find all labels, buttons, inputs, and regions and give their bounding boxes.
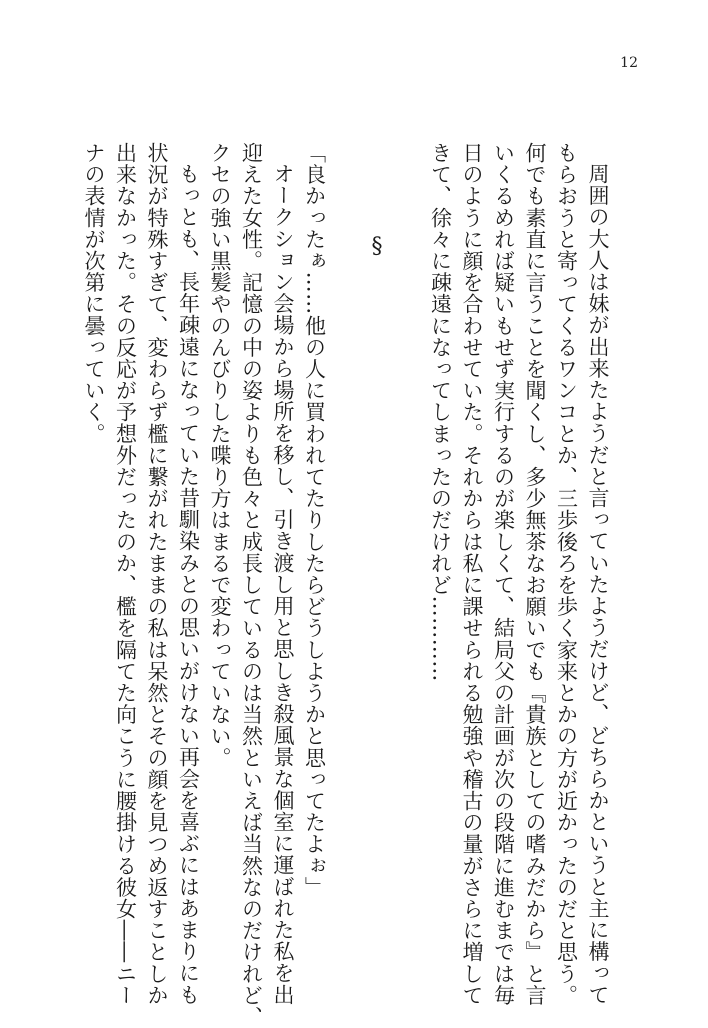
text-line-12: 状況が特殊すぎて、変わらず檻に繋がれたままの私は呆然とその顔を見つめ返すことしか [145,142,169,1006]
blank-line [330,142,362,942]
text-line-1: 周囲の大人は妹が出来たようだと言っていたようだけど、どちらかというと主に構って [586,163,610,1006]
blank-line [393,142,425,942]
text-line-11: もっとも、長年疎遠になっていた昔馴染みとの思いがけない再会を喜ぶにはあまりにも [176,163,201,1006]
text-line-3: 何でも素直に言うことを聞くし、多少無茶なお願いでも『貴族としての嗜みだから』と言 [523,142,547,1006]
dialogue-line: 「良かったぁ……他の人に買われてたりしたらどうしようかと思ってたよぉ」 [302,142,327,898]
text-line-13: 出来なかった。その反応が予想外だったのか、檻を隔てた向こうに腰掛ける彼女――ニー [113,142,138,1006]
text-line-2: もらおうと寄ってくるワンコとか、三歩後ろを歩く家来とかの方が近かったのだと思う。 [554,142,579,1006]
text-line-10: クセの強い黒髪やのんびりした喋り方はまるで変わっていない。 [208,142,232,769]
text-line-9: 迎えた女性。記憶の中の姿よりも色々と成長しているのは当然といえば当然なのだけれど、 [239,142,264,1028]
vertical-text-body [78,142,614,1028]
text-line-5: 日のように顔を合わせていた。それからは私に課せられる勉強や稽古の量がさらに増して [460,142,484,1006]
text-line-8: オークション会場から場所を移し、引き渡し用と思しき殺風景な個室に運ばれた私を出 [271,163,295,1006]
text-line-14: ナの表情が次第に曇っていく。 [82,142,106,445]
text-line-4: いくるめれば疑いもせず実行するのが楽しくて、結局父の計画が次の段階に進むまでは毎 [491,142,516,1006]
text-line-6: きて、徐々に疎遠になってしまったのだけれど………… [428,142,453,682]
section-break-mark: § [364,234,390,260]
page-number: 12 [620,55,638,71]
